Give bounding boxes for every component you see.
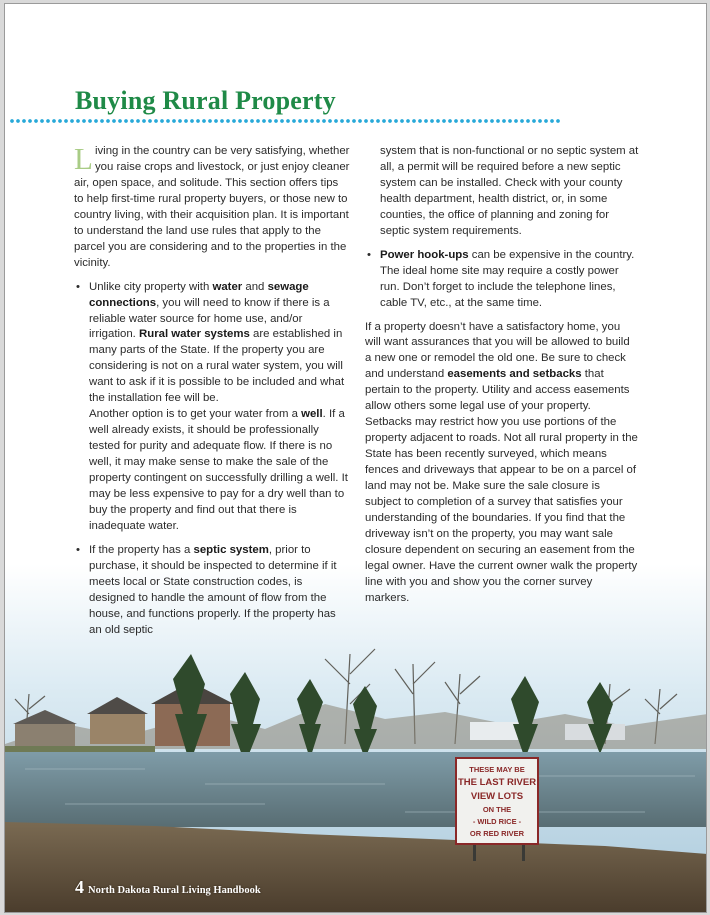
sign-line-1: THESE MAY BE	[469, 765, 525, 774]
bullet-list-right	[365, 248, 639, 312]
page-number: 4	[75, 877, 84, 897]
easements-paragraph: If a property doesn’t have a satisfactory home, you will want assurances that you will be allowed to build a new one or remodel the old one. Be sure to check and understand easements and setbacks that pertain to the property. Utility and access easements allow others some legal use of your property. Setbacks may restrict how you use portions of the property adjacent to roads. Not all rural property in the State has been recently surveyed, which means fences and driveways that appear to be on a parcel of land may not be. Make sure the sale closure is subject to completion of a survey that satisfies your understanding of the boundaries. If you find that the driveway isn’t on the property, you may want sale closure dependent on securing an easement from the legal owner. Have the current owner walk the property line with you and show you the corner survey markers.	[365, 320, 638, 604]
roadside-sign	[455, 757, 539, 845]
page	[4, 3, 707, 913]
sign-line-4: ON THE	[482, 805, 512, 814]
column-right	[365, 144, 639, 615]
list-item-septic: • If the property has a septic system, prior to purchase, it should be inspected to determine if it meets local or State construction codes, is designed to handle the amount of flow from the house, and functions properly. If the property has an old septic	[89, 543, 350, 639]
list-item-power: • Power hook-ups can be expensive in the country. The ideal home site may require a costly power run. Don’t forget to include the telephone lines, cable TV, etc., at the same time.	[380, 248, 639, 312]
column-left	[74, 141, 350, 647]
drop-cap: L	[74, 141, 93, 176]
page-title: Buying Rural Property	[75, 86, 336, 115]
bullet-list-left	[74, 280, 350, 639]
sign-line-6: OR RED RIVER	[469, 829, 525, 838]
sign-line-3: VIEW LOTS	[470, 791, 524, 802]
septic-continued: system that is non-functional or no septic system at all, a permit will be required before a new septic system can be installed. Check with your county health department, health district, or, in some counties, the office of planning and zoning for septic system requirements.	[380, 145, 639, 237]
page-footer	[75, 877, 261, 898]
sign-line-5: - WILD RICE -	[472, 817, 522, 826]
sign-line-2: THE LAST RIVER	[457, 777, 537, 788]
list-item-water: • Unlike city property with water and sewage connections, you will need to know if there is a reliable water source for home use, and/or irrigation. Rural water systems are established in many parts of the State. If the property you are considering is not on a rural water system, you will want to ask if it is possible to be included and what the installation fee will be. Another option is to get your water from a well. If a well already exists, it should be professionally tested for purity and adequate flow. If there is no well, it may make sense to make the sale of the property contingent on successfully drilling a well. It may be less expensive to pay for a dry well than to buy the property and find out that there is inadequate water.	[89, 280, 350, 535]
well-paragraph: Another option is to get your water from a well. If a well already exists, it should be professionally tested for purity and adequate flow. If there is no well, it may make sense to make the sale of the property contingent on successfully drilling a well. It may be less expensive to pay for a dry well than to buy the property and find out that there is inadequate water.	[89, 408, 348, 532]
handbook-title: North Dakota Rural Living Handbook	[88, 885, 261, 896]
dotted-rule	[9, 118, 562, 124]
intro-paragraph: Living in the country can be very satisfying, whether you raise crops and livestock, or just enjoy cleaner air, open space, and solitude. This section offers tips to help first-time rural property buyers, or those new to country living, with their acquisition plan. It is important to understand the land use rules that apply to the parcel you are considering and to the properties in the vicinity.	[74, 141, 350, 269]
